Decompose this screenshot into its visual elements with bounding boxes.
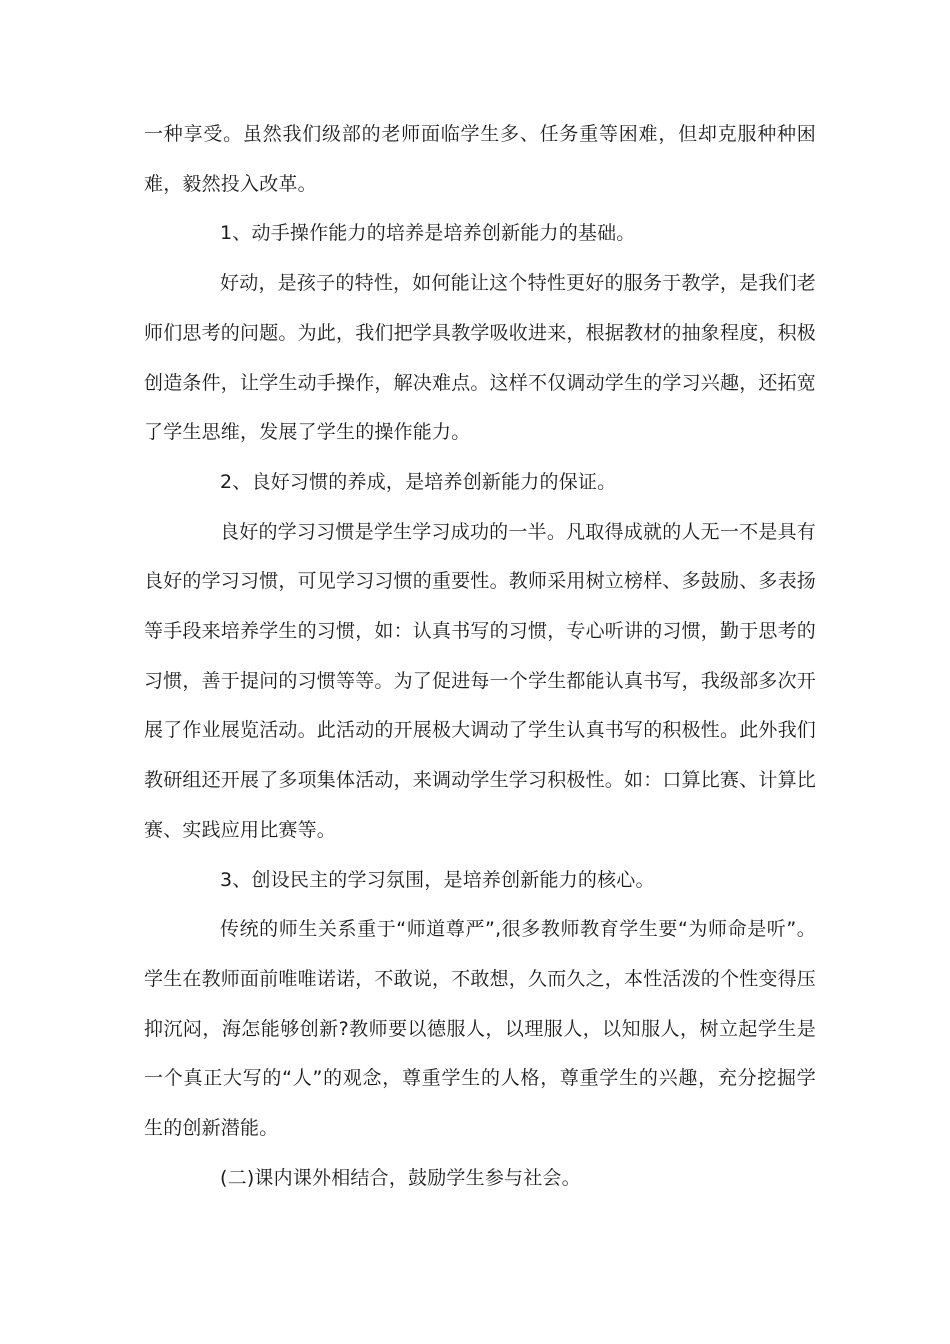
- section-heading-2: 2、良好习惯的养成，是培养创新能力的保证。: [220, 470, 617, 493]
- section-heading-part-2: (二)课内课外相结合，鼓励学生参与社会。: [220, 1166, 581, 1189]
- document-body: [144, 110, 816, 1203]
- section-heading-3: 3、创设民主的学习氛围，是培养创新能力的核心。: [220, 868, 655, 891]
- section-heading-1: 1、动手操作能力的培养是培养创新能力的基础。: [220, 222, 636, 245]
- paragraph-continuation: 一种享受。虽然我们级部的老师面临学生多、任务重等困难，但却克服种种困难，毅然投入改革。: [144, 123, 816, 195]
- paragraph-habits: 良好的学习习惯是学生学习成功的一半。凡取得成就的人无一不是具有良好的学习习惯，可见学习习惯的重要性。教师采用树立榜样、多鼓励、多表扬等手段来培养学生的习惯，如：认真书写的习惯，专心听讲的习惯，勤于思考的习惯，善于提问的习惯等等。为了促进每一个学生都能认真书写，我级部多次开展了作业展览活动。此活动的开展极大调动了学生认真书写的积极性。此外我们教研组还开展了多项集体活动，来调动学生学习积极性。如：口算比赛、计算比赛、实践应用比赛等。: [144, 520, 817, 841]
- paragraph-hands-on: 好动，是孩子的特性，如何能让这个特性更好的服务于教学，是我们老师们思考的问题。为此，我们把学具教学吸收进来，根据教材的抽象程度，积极创造条件，让学生动手操作，解决难点。这样不仅调动学生的学习兴趣，还拓宽了学生思维，发展了学生的操作能力。: [144, 272, 817, 444]
- paragraph-democracy: 传统的师生关系重于“师道尊严”,很多教师教育学生要“为师命是听”。学生在教师面前唯唯诺诺，不敢说，不敢想，久而久之，本性活泼的个性变得压抑沉闷，海怎能够创新?教师要以德服人，以理服人，以知服人，树立起学生是一个真正大写的“人”的观念，尊重学生的人格，尊重学生的兴趣，充分挖掘学生的创新潜能。: [144, 918, 817, 1140]
